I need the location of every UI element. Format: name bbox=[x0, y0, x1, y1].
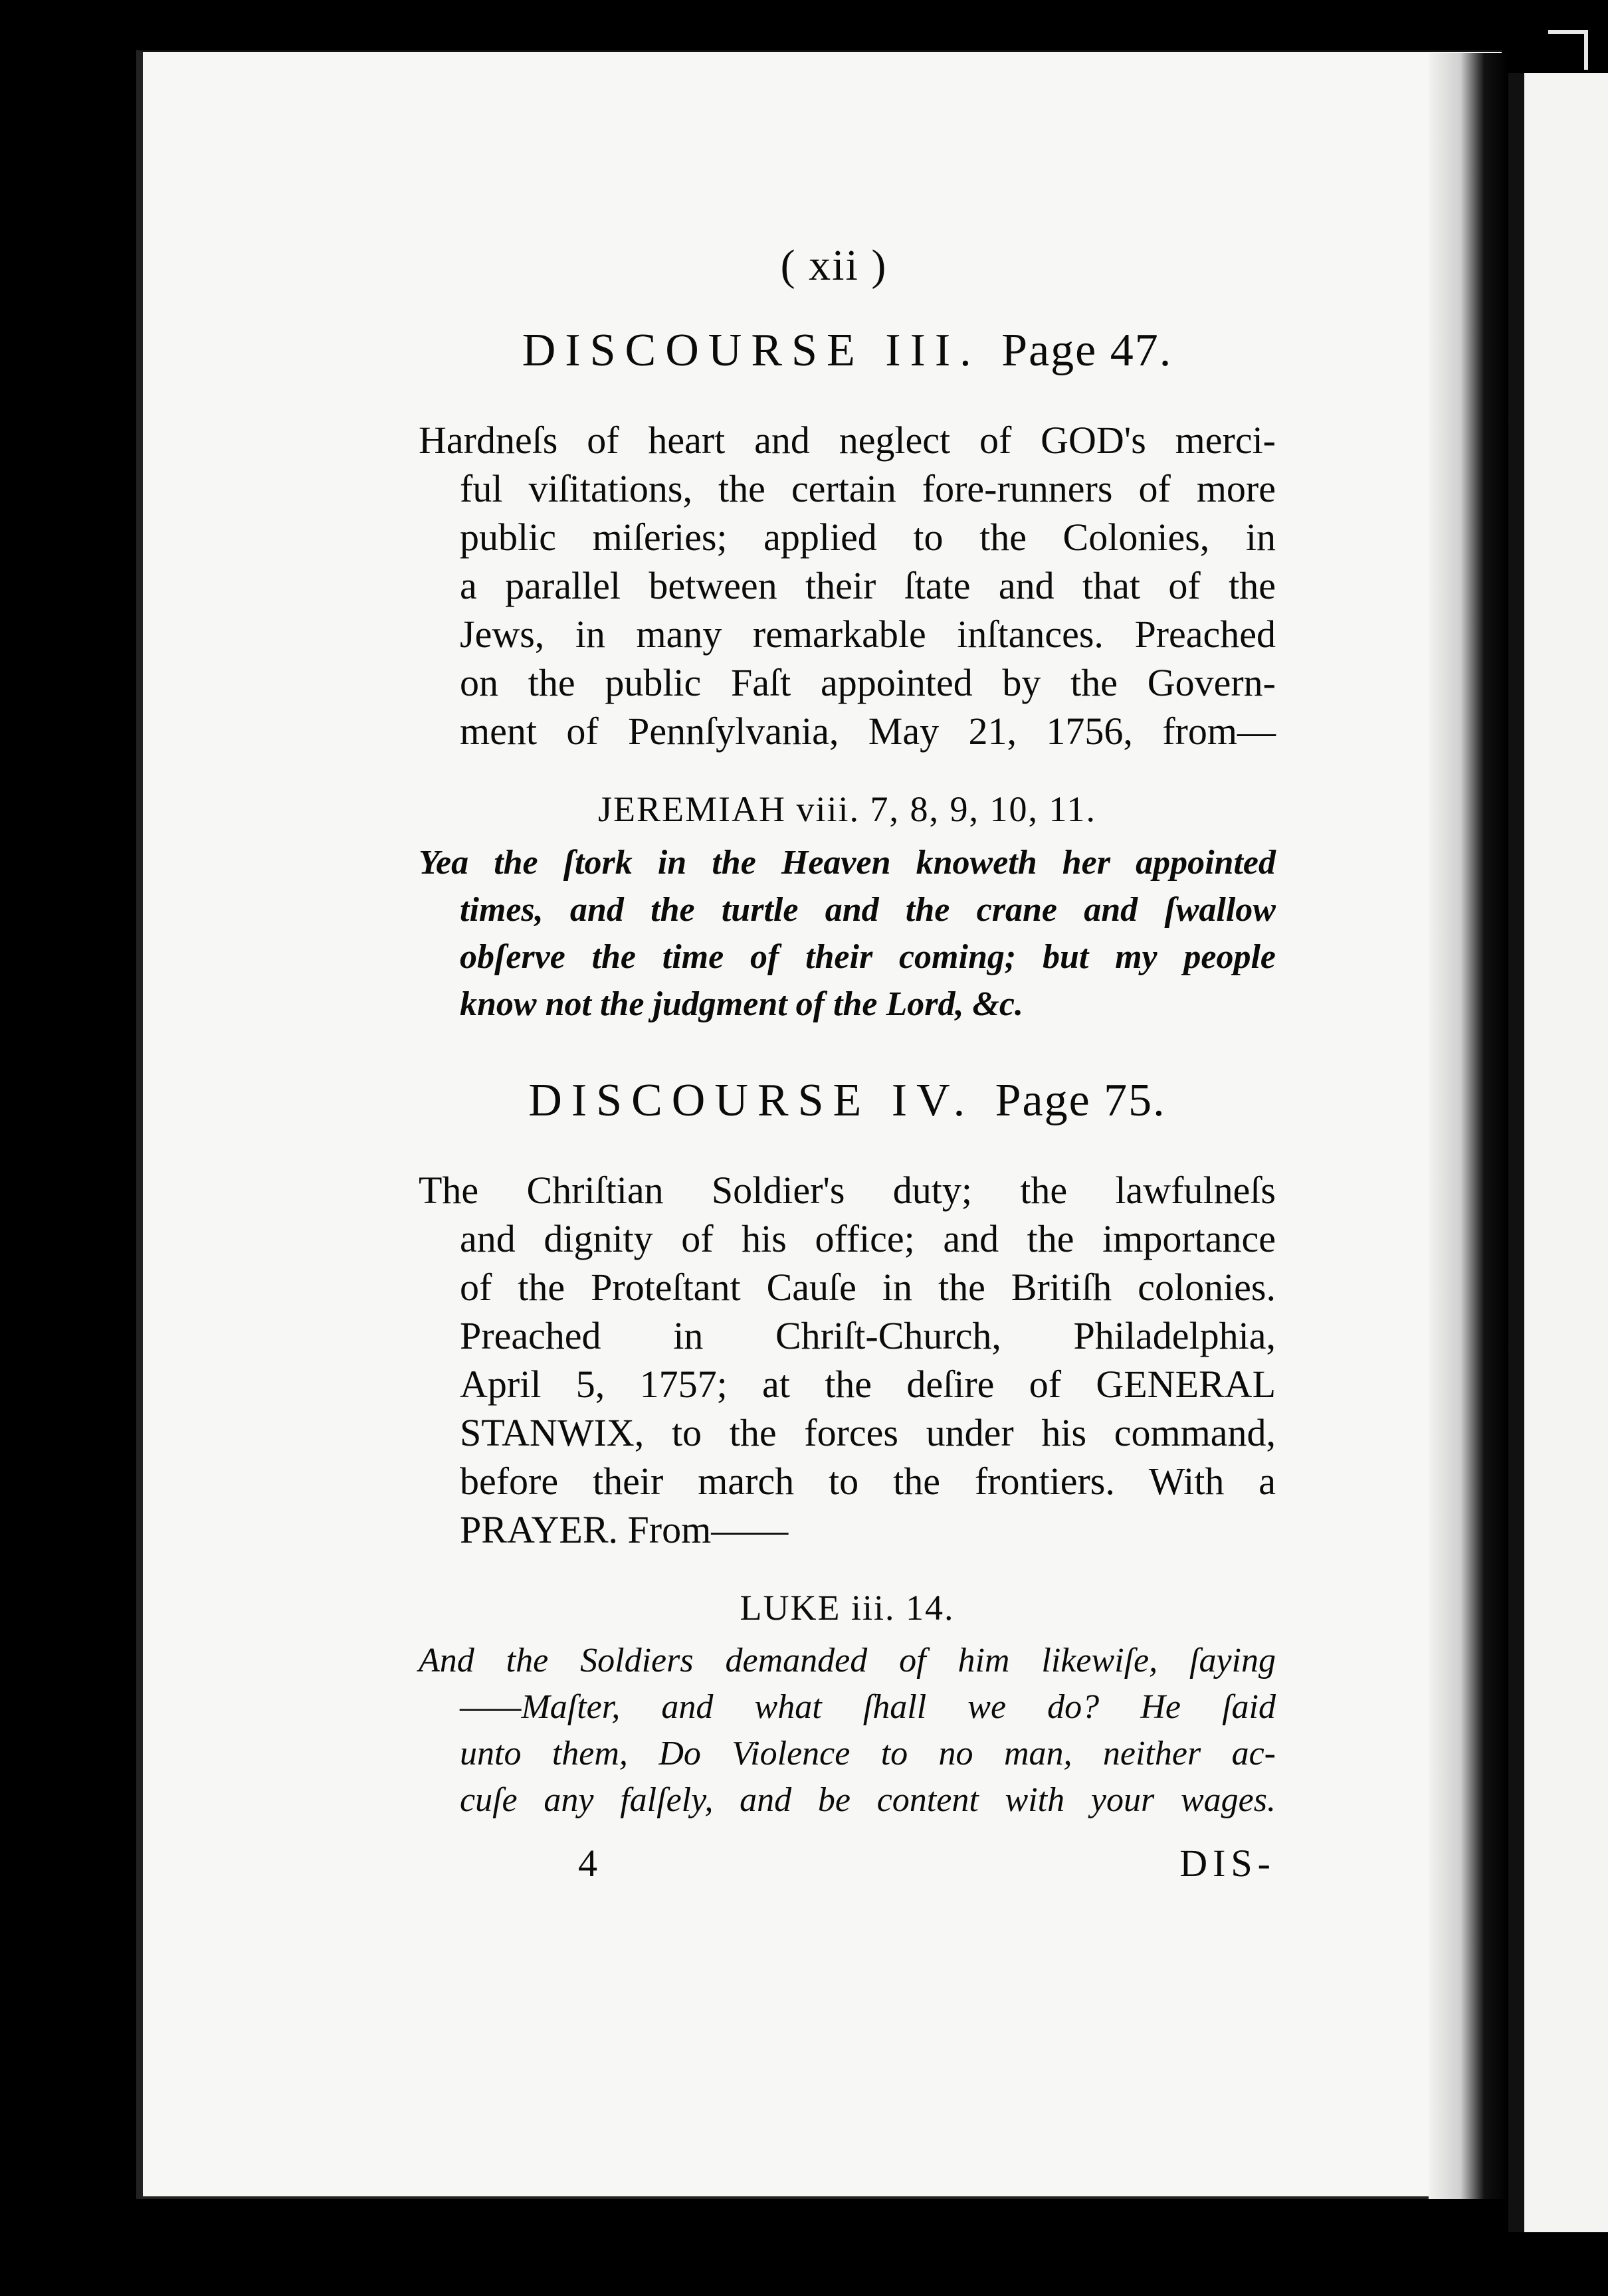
summary-line: Hardneſs of heart and neglect of GOD's merci- bbox=[419, 419, 1276, 462]
quote-line: unto them, Do Violence to no man, neither ac- bbox=[460, 1735, 1276, 1772]
heading-title: DISCOURSE IV. bbox=[528, 1075, 975, 1126]
facing-page-edge bbox=[1522, 73, 1608, 2232]
quote-line: times, and the turtle and the crane and ſwallow bbox=[460, 891, 1276, 929]
quote-line: And the Soldiers demanded of him likewiſe, ſaying bbox=[419, 1642, 1276, 1679]
summary-line: ment of Pennſylvania, May 21, 1756, from— bbox=[460, 710, 1276, 753]
scripture-citation-discourse-4: LUKE iii. 14. bbox=[740, 1588, 955, 1628]
heading-page-reference: Page 75. bbox=[995, 1075, 1166, 1126]
heading-page-reference: Page 47. bbox=[1001, 325, 1173, 376]
summary-line: before their march to the frontiers. With a bbox=[460, 1460, 1276, 1503]
scripture-quote-discourse-3 bbox=[419, 839, 1276, 1028]
scan-corner-mark bbox=[1548, 30, 1588, 70]
section-heading-discourse-4 bbox=[419, 1074, 1276, 1127]
summary-line: April 5, 1757; at the deſire of GENERAL bbox=[460, 1363, 1276, 1406]
scripture-citation-discourse-3: JEREMIAH viii. 7, 8, 9, 10, 11. bbox=[598, 789, 1096, 829]
summary-line: PRAYER. From—— bbox=[460, 1508, 789, 1551]
summary-line: ful viſitations, the certain fore-runners of more bbox=[460, 467, 1276, 510]
heading-title: DISCOURSE III. bbox=[522, 325, 981, 376]
quote-line: ——Maſter, and what ſhall we do? He ſaid bbox=[460, 1688, 1276, 1726]
section-gap bbox=[419, 1028, 1276, 1074]
scripture-quote-discourse-4 bbox=[419, 1638, 1276, 1824]
facing-page-shadow bbox=[1508, 73, 1524, 2232]
quote-line: Yea the ſtork in the Heaven knoweth her appointed bbox=[419, 844, 1276, 882]
summary-line: of the Proteſtant Cauſe in the Britiſh colonies. bbox=[460, 1266, 1276, 1309]
signature-mark: 4 bbox=[578, 1842, 597, 1885]
catchword: DIS- bbox=[1179, 1842, 1276, 1885]
page-text bbox=[419, 239, 1276, 1894]
page-number: ( xii ) bbox=[780, 241, 888, 290]
quote-line: know not the judgment of the Lord, &c. bbox=[460, 985, 1023, 1023]
summary-line: STANWIX, to the forces under his command, bbox=[460, 1411, 1276, 1454]
gutter-shadow bbox=[1429, 53, 1508, 2199]
summary-line: Jews, in many remarkable inſtances. Preached bbox=[460, 613, 1276, 656]
summary-line: a parallel between their ſtate and that of the bbox=[460, 564, 1276, 607]
section-summary-discourse-4 bbox=[419, 1166, 1276, 1554]
section-summary-discourse-3 bbox=[419, 416, 1276, 755]
summary-line: public miſeries; applied to the Colonies, in bbox=[460, 516, 1276, 559]
summary-line: and dignity of his office; and the importance bbox=[460, 1217, 1276, 1260]
summary-line: Preached in Chriſt-Church, Philadelphia, bbox=[460, 1314, 1276, 1357]
section-heading-discourse-3 bbox=[419, 324, 1276, 377]
summary-line: on the public Faſt appointed by the Govern- bbox=[460, 661, 1276, 704]
quote-line: cuſe any falſely, and be content with your wages. bbox=[460, 1781, 1276, 1819]
quote-line: obſerve the time of their coming; but my people bbox=[460, 938, 1276, 976]
page-footer bbox=[419, 1841, 1276, 1894]
summary-line: The Chriſtian Soldier's duty; the lawfulneſs bbox=[419, 1169, 1276, 1212]
